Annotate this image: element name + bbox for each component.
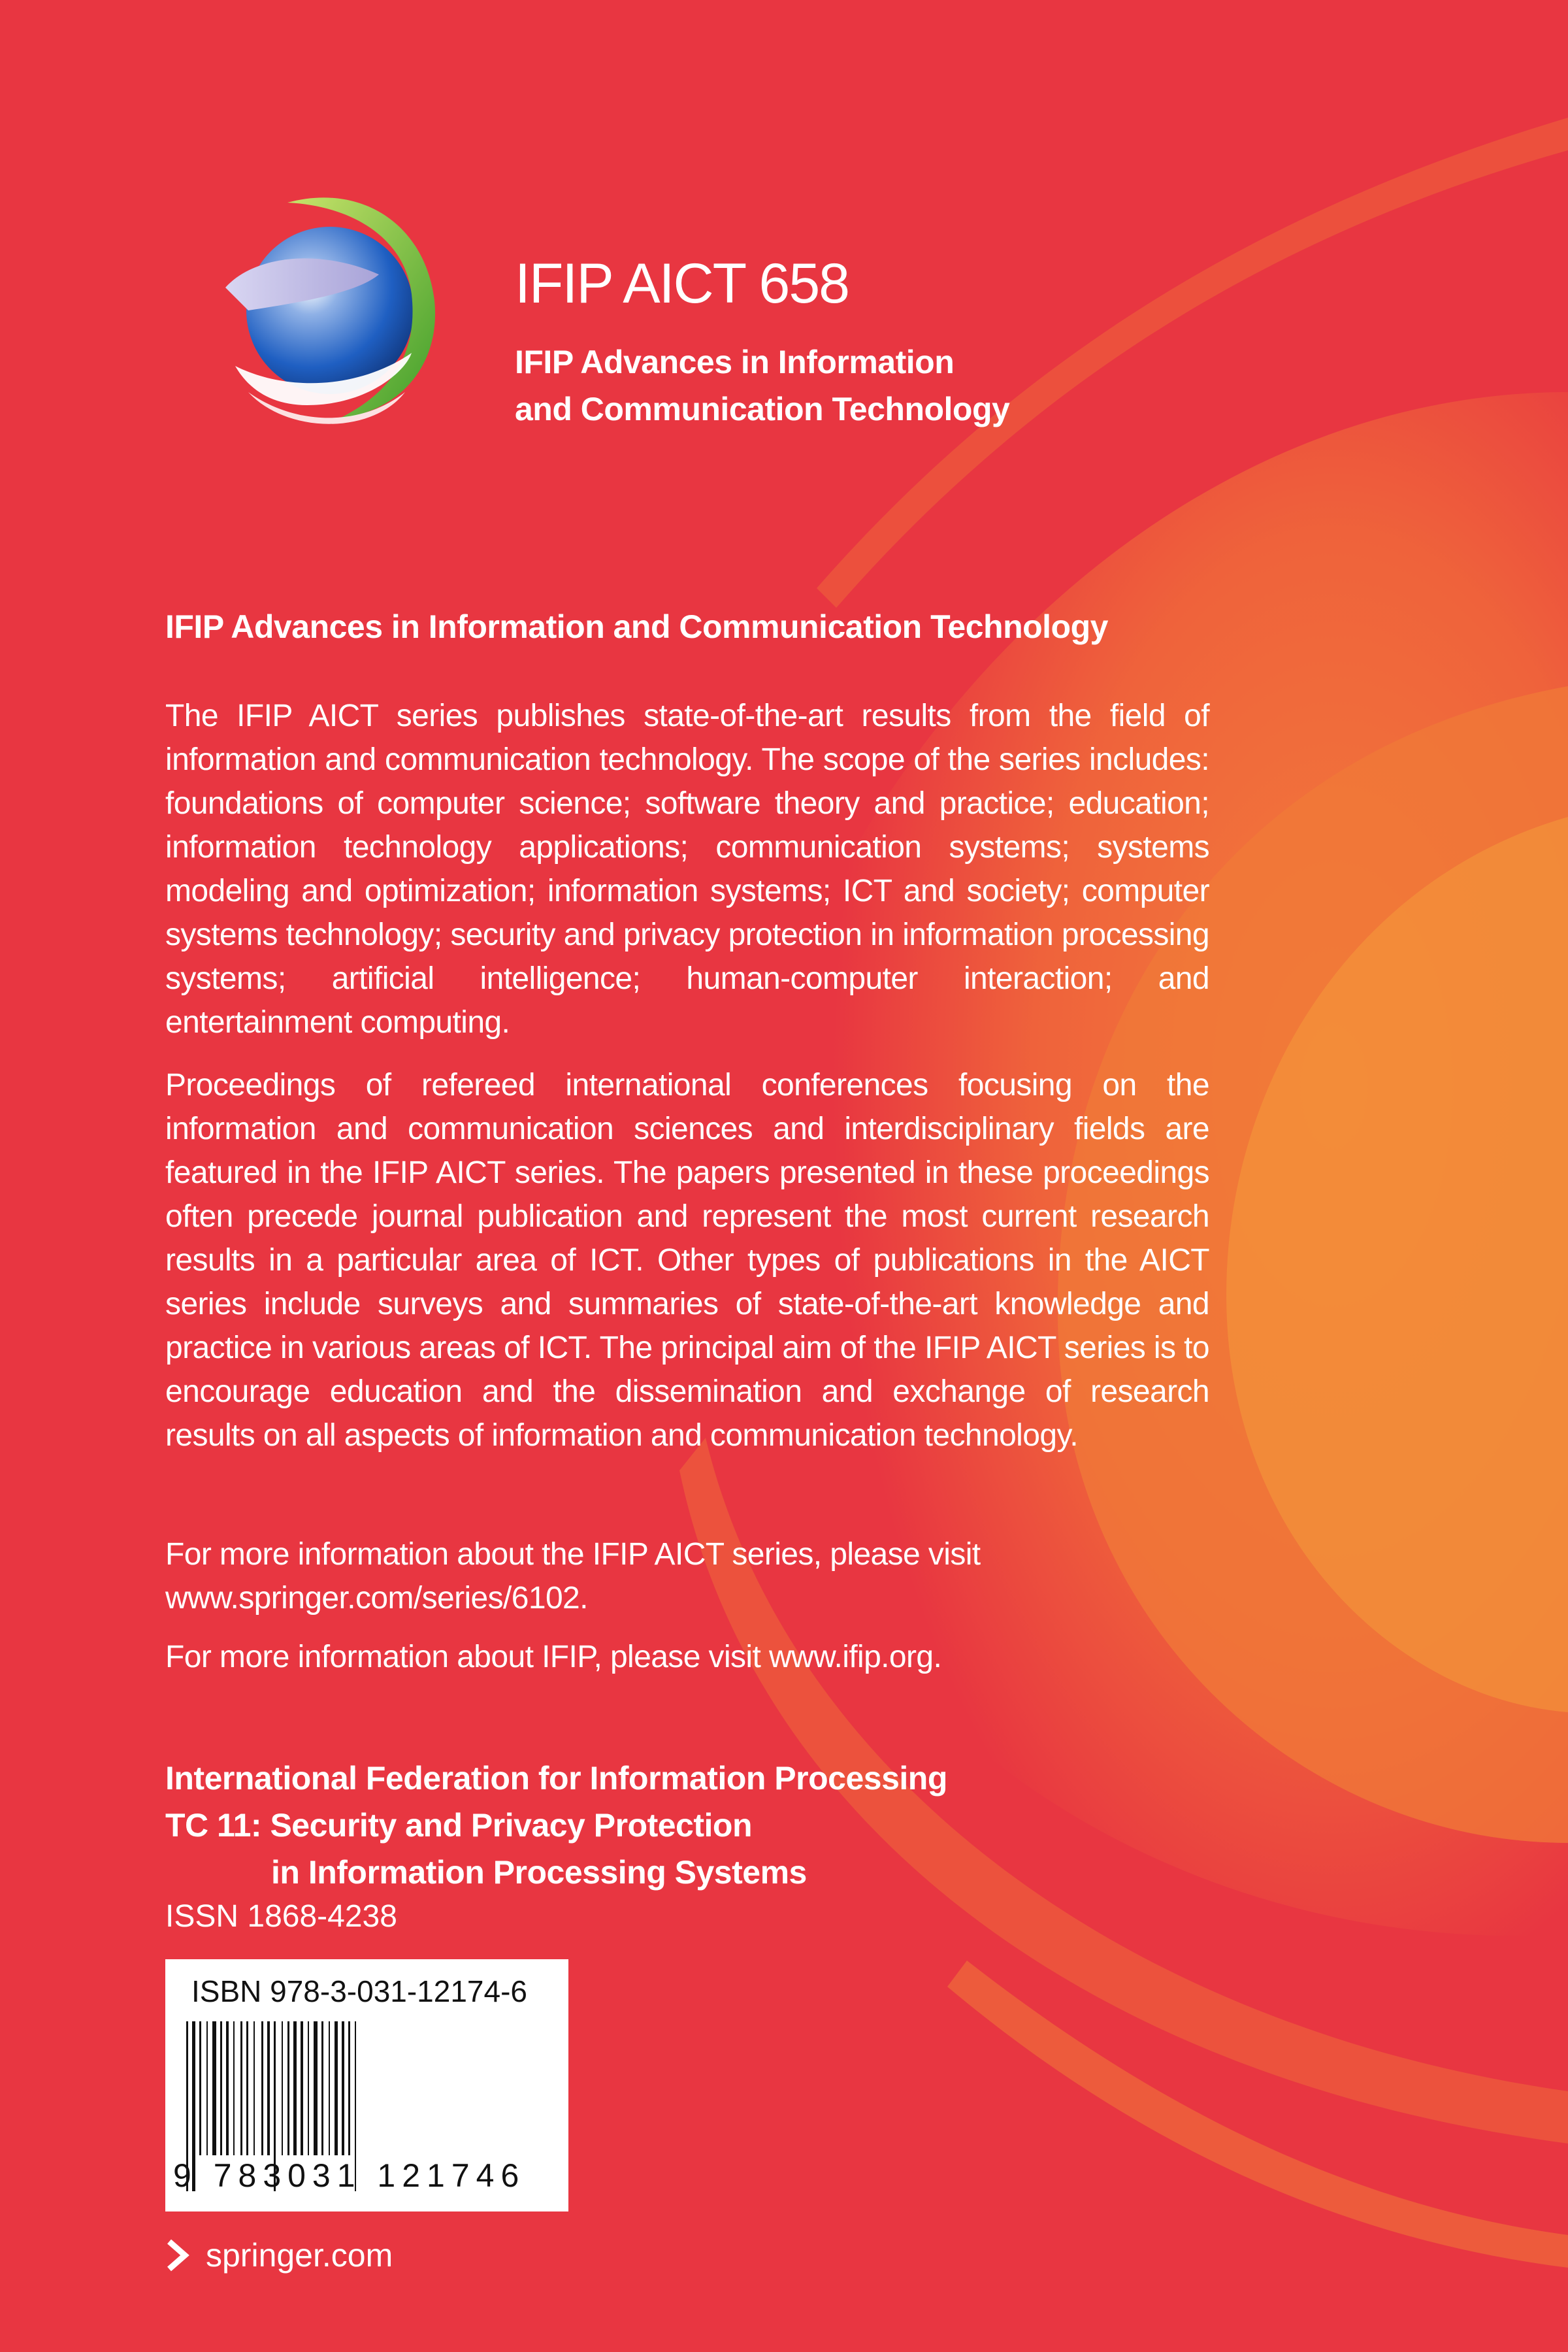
barcode-bar [261, 2021, 263, 2155]
chevron-right-icon [165, 2239, 191, 2272]
description-paragraph-1: The IFIP AICT series publishes state-of-the-art results from the field of information and communication technology. The scope of the series includes: foundations of computer science; software theory and practice; education; information technology applications; communication systems; systems modeling and optimization; information systems; ICT and society; computer systems technology; security and privacy protection in information processing systems; artificial intelligence; human-computer interaction; and entertainment computing. [165, 699, 1209, 1040]
ifip-info-text: For more information about IFIP, please visit www.ifip.org. [165, 1640, 942, 1674]
barcode-bar [348, 2021, 350, 2155]
issn: ISSN 1868-4238 [165, 1899, 397, 1934]
barcode-bar [220, 2021, 222, 2155]
federation-block [165, 1755, 947, 1896]
barcode-bar [329, 2021, 330, 2155]
barcode-bar [287, 2021, 289, 2155]
barcode-bar [267, 2021, 270, 2155]
barcode-bar [314, 2021, 318, 2155]
description-paragraph-2: Proceedings of refereed international conferences focusing on the information and communication sciences and interdisciplinary fields are featured in the IFIP AICT series. The papers presented in these proceedings often precede journal publication and represent the most current research results in a particular area of ICT. Other types of publications in the AICT series include surveys and summaries of state-of-the-art knowledge and practice in various areas of ICT. The principal aim of the IFIP AICT series is to encourage education and the dissemination and exchange of research results on all aspects of information and communication technology. [165, 1068, 1209, 1453]
technical-committee-continued: in Information Processing Systems [271, 1854, 807, 1891]
isbn-label: ISBN 978-3-031-12174-6 [191, 1974, 527, 2008]
barcode-bar [206, 2021, 208, 2155]
barcode-bar [301, 2021, 303, 2155]
technical-committee: TC 11: Security and Privacy Protection [165, 1807, 752, 1844]
series-name-line2: and Communication Technology [515, 391, 1010, 427]
publisher-label: springer.com [206, 2237, 393, 2274]
barcode-bar [293, 2021, 297, 2155]
barcode-digits: 9 783031 121746 [173, 2157, 526, 2194]
barcode-bar [246, 2021, 248, 2155]
barcode-bar [282, 2021, 283, 2155]
federation-name: International Federation for Information Processing [165, 1760, 947, 1797]
barcode-bar [335, 2021, 338, 2155]
barcode-bar [321, 2021, 323, 2155]
barcode-bar [212, 2021, 216, 2155]
publisher-link[interactable] [165, 2236, 393, 2274]
series-name [515, 339, 1009, 433]
ifip-globe-logo-icon [209, 176, 457, 438]
section-heading: IFIP Advances in Information and Communication Technology [165, 608, 1108, 645]
series-name-line1: IFIP Advances in Information [515, 344, 955, 380]
series-code: IFIP AICT 658 [515, 252, 849, 315]
series-url-link[interactable]: www.springer.com/series/6102. [165, 1581, 588, 1615]
barcode-bar [233, 2021, 235, 2155]
barcode-bar [199, 2021, 201, 2155]
barcode-bar [253, 2021, 255, 2155]
barcode-bar [240, 2021, 242, 2155]
barcode-bar [308, 2021, 309, 2155]
series-info-text: For more information about the IFIP AICT series, please visit [165, 1537, 981, 1572]
barcode-bar [226, 2021, 229, 2155]
barcode-box [165, 1959, 568, 2211]
barcode-bar [342, 2021, 344, 2155]
